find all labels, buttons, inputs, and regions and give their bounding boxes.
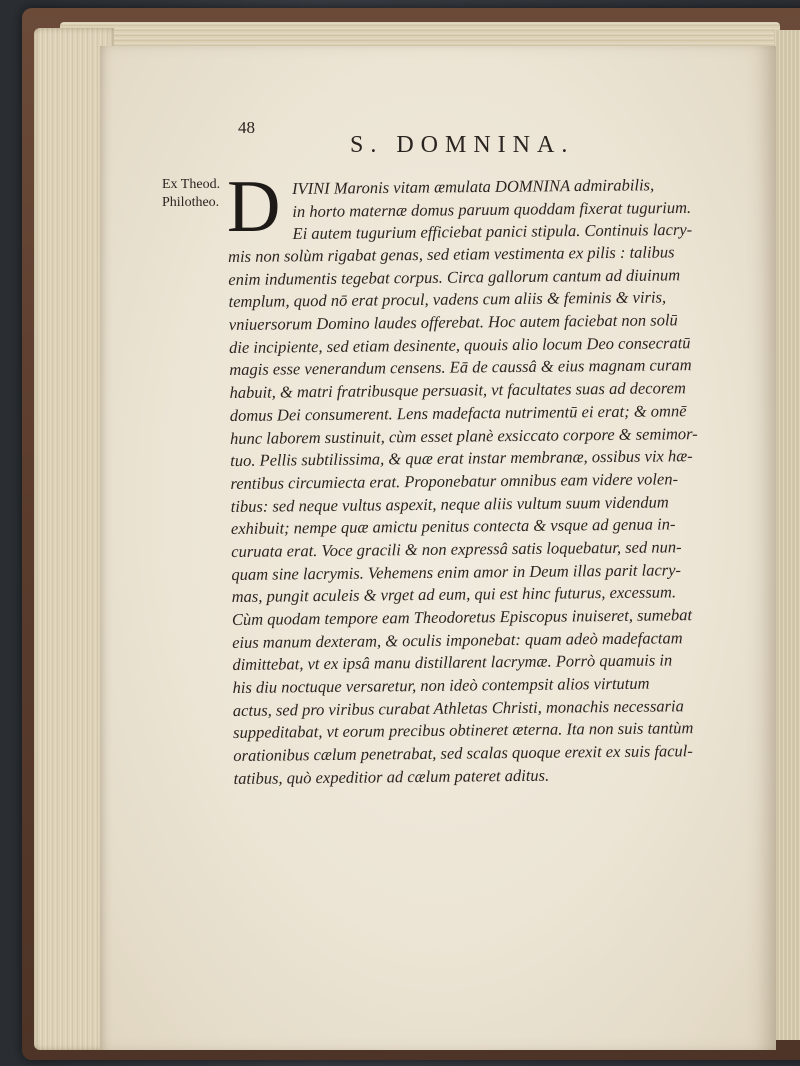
text-line: magis esse venerandum censens. Eā de caussâ & eius magnam curam: [229, 355, 692, 380]
text-line: hunc laborem sustinuit, cùm esset planè exsiccato corpore & semimor-: [229, 423, 698, 448]
text-line: dimittebat, vt ex ipsâ manu distillarent lacrymæ. Porrò quamuis in: [232, 650, 673, 675]
text-line: die incipiente, sed etiam desinente, quouis alio locum Deo consecratū: [228, 332, 691, 357]
text-line: habuit, & matri fratribusque persuasit, vt facultates suas ad decorem: [229, 378, 686, 403]
text-line: IVINI Maronis vitam æmulata DOMNINA admirabilis,: [292, 175, 655, 198]
opening-paragraph-lines: [292, 173, 733, 246]
text-line: Ei autem tugurium efficiebat panici stipula. Continuis lacry-: [292, 220, 693, 244]
drop-cap-initial: D: [227, 166, 281, 248]
text-line: curuata erat. Voce gracili & non expressâ satis loquebatur, sed nun-: [231, 537, 682, 561]
text-line: templum, quod nō erat procul, vadens cum aliis & feminis & viris,: [228, 287, 667, 312]
text-line: mis non solùm rigabat genas, sed etiam vestimenta ex pilis : talibus: [228, 242, 675, 266]
body-text: [228, 241, 754, 791]
text-line: his diu noctuque versaretur, non ideò contempsit alios virtutum: [232, 673, 650, 698]
text-line: rentibus circumiecta erat. Proponebatur omnibus eam videre volen-: [230, 469, 679, 493]
book-page: [100, 46, 776, 1050]
text-line: domus Dei consumerent. Lens madefacta nutrimentū ei erat; & omnē: [229, 401, 687, 425]
text-line: quam sine lacrymis. Vehemens enim amor in Deum illas parit lacry-: [231, 559, 682, 584]
text-line: suppeditabat, vt eorum precibus obtineret æterna. Ita non suis tantùm: [232, 718, 694, 743]
running-head: S. DOMNINA.: [350, 132, 575, 158]
text-line: eius manum dexteram, & oculis imponebat: quam adeò madefactam: [232, 627, 683, 652]
text-line: Cùm quodam tempore eam Theodoretus Episcopus inuiseret, sumebat: [231, 605, 693, 629]
text-line: exhibuit; nempe quæ amictu penitus contecta & vsque ad genua in-: [230, 514, 676, 539]
marginal-note: [162, 176, 220, 212]
text-line: mas, pungit aculeis & vrget ad eum, qui est hinc futurus, excessum.: [231, 582, 677, 607]
text-line: in horto maternæ domus paruum quoddam fixerat tugurium.: [292, 197, 692, 221]
page-content: [100, 46, 776, 1050]
marginal-note-line: Ex Theod.: [162, 177, 221, 192]
text-line: actus, sed pro viribus curabat Athletas Christi, monachis necessaria: [232, 696, 684, 720]
text-line: orationibus cælum penetrabat, sed scalas quoque erexit ex suis facul-: [233, 741, 693, 766]
page-edges-right: [774, 30, 800, 1040]
text-line: enim indumentis tegebat corpus. Circa gallorum cantum ad diuinum: [228, 264, 681, 289]
page-number: 48: [238, 118, 255, 137]
marginal-note-line: Philotheo.: [162, 195, 220, 210]
text-line: tuo. Pellis subtilissima, & quæ erat instar membranæ, ossibus vix hæ-: [230, 446, 693, 471]
text-line: vniuersorum Domino laudes offerebat. Hoc autem faciebat non solū: [228, 310, 678, 335]
text-line: tibus: sed neque vultus aspexit, neque aliis vultum suum videndum: [230, 491, 669, 516]
text-line: tatibus, quò expeditior ad cælum pateret aditus.: [233, 765, 550, 788]
